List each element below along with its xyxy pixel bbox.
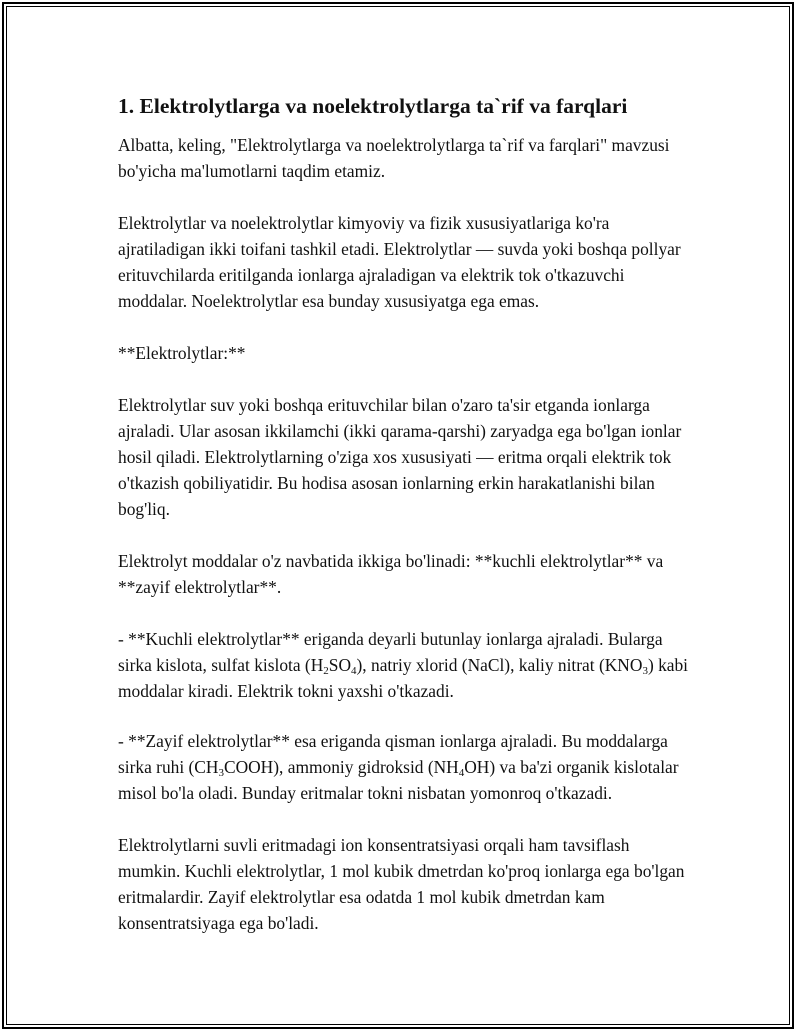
electrolytes-paragraph: Elektrolytlar suv yoki boshqa erituvchilar bilan o'zaro ta'sir etganda ionlarga ajraladi. Ular asosan ikkilamchi (ikki qarama-qarshi) zaryadga ega bo'lgan ionlar hosil qiladi. Elektrolytlarning o'ziga xos xususiyati — eritma orqali elektrik tok o'tkazish qobiliyatidir. Bu hodisa asosan ionlarning erkin harakatlanishi bilan bog'liq. <box>118 395 682 519</box>
section-heading-electrolytes: **Elektrolytlar:** <box>118 343 246 363</box>
concentration-paragraph: Elektrolytlarni suvli eritmadagi ion konsentratsiyasi orqali ham tavsiflash mumkin. Kuchli elektrolytlar, 1 mol kubik dmetrdan ko'proq ionlarga ega bo'lgan eritmalardir. Zayif elektrolytlar esa odatda 1 mol kubik dmetrdan kam konsentratsiyaga ega bo'ladi. <box>118 835 685 933</box>
strong-electrolytes-paragraph: - **Kuchli elektrolytlar** eriganda deyarli butunlay ionlarga ajraladi. Bularga sirka kislota, sulfat kislota $(H_2SO_4)$, natriy xlorid (NaCl), kaliy nitrat $(KNO_3)$ kabi moddalar kiradi. Elektrik tokni yaxshi o'tkazadi. <box>118 629 689 701</box>
definition-paragraph: Elektrolytlar va noelektrolytlar kimyoviy va fizik xususiyatlariga ko'ra ajratiladigan ikki toifani tashkil etadi. Elektrolytlar — suvda yoki boshqa pollyar erituvchilarda eritilganda ionlarga ajraladigan va elektrik tok o'tkazuvchi moddalar. Noelektrolytlar esa bunday xususiyatga ega emas. <box>118 213 681 311</box>
document-body <box>118 92 693 962</box>
classification-paragraph: Elektrolyt moddalar o'z navbatida ikkiga bo'linadi: **kuchli elektrolytlar** va **zayif elektrolytlar**. <box>118 551 664 597</box>
weak-electrolytes-paragraph: - **Zayif elektrolytlar** esa eriganda qisman ionlarga ajraladi. Bu moddalarga sirka ruhi $(CH_3COOH)$, ammoniy gidroksid $(NH_4OH)$ va ba'zi organik kislotalar misol bo'la oladi. Bunday eritmalar tokni nisbatan yomonroq o'tkazadi. <box>118 731 679 803</box>
intro-paragraph: Albatta, keling, "Elektrolytlarga va noelektrolytlarga ta`rif va farqlari" mavzusi bo'yicha ma'lumotlarni taqdim etamiz. <box>118 135 670 181</box>
document-title: 1. Elektrolytlarga va noelektrolytlarga ta`rif va farqlari <box>118 94 628 118</box>
